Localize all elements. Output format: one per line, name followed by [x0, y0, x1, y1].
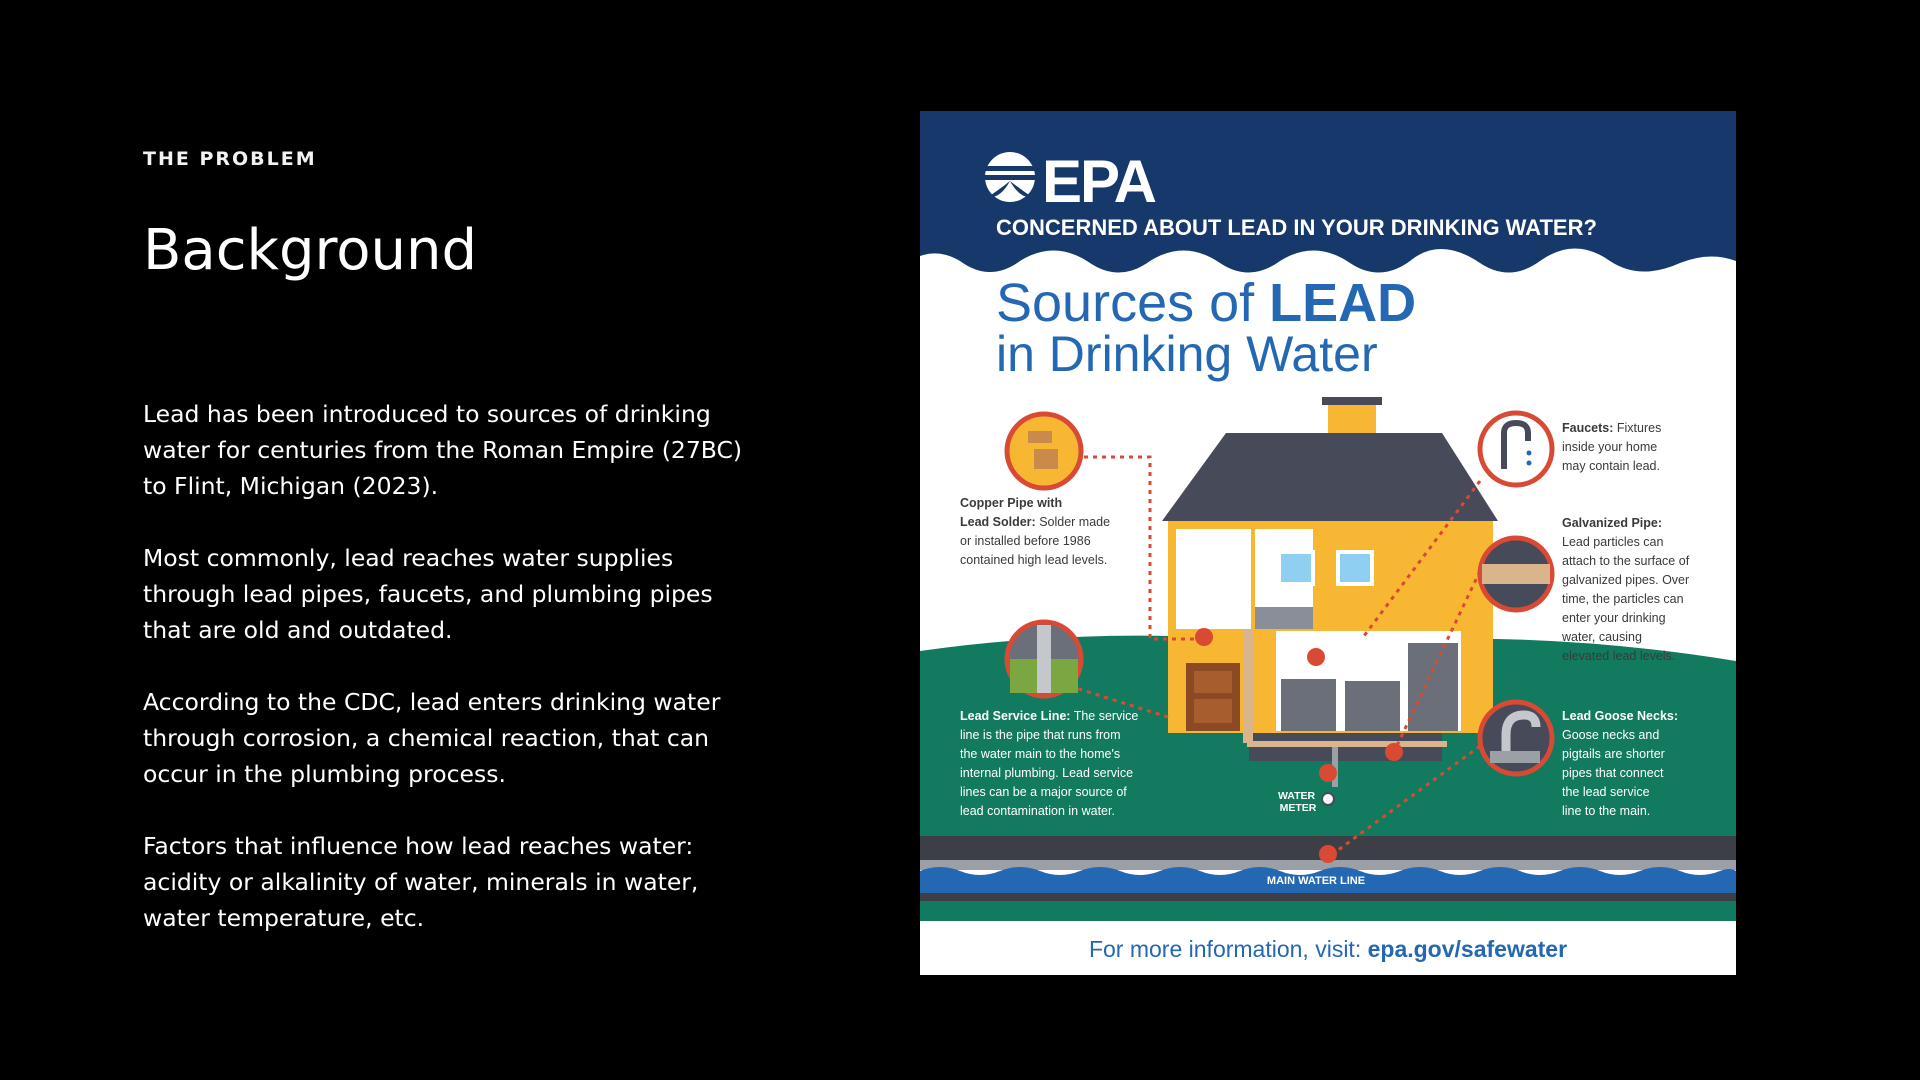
paragraph: Most commonly, lead reaches water supplies through lead pipes, faucets, and plumbing pipes that are old and outdated.	[143, 544, 713, 644]
paragraph: According to the CDC, lead enters drinking water through corrosion, a chemical reaction, that can occur in the plumbing process.	[143, 688, 721, 788]
service-line-icon	[1007, 622, 1081, 696]
main-water-line-label: MAIN WATER LINE	[1266, 875, 1366, 887]
faucets-callout: Faucets: Fixtures inside your home may contain lead.	[1562, 421, 1662, 473]
poster-banner: CONCERNED ABOUT LEAD IN YOUR DRINKING WATER?	[996, 215, 1597, 240]
poster-headline-line2: in Drinking Water	[996, 326, 1378, 382]
service-line-callout: Lead Service Line: The service line is the pipe that runs from the water main to the home's internal plumbing. Lead service lines can be a major source of lead contamination in water.	[960, 709, 1139, 818]
faucet-icon	[1480, 413, 1552, 485]
body-copy	[143, 396, 743, 972]
poster-footer: For more information, visit: epa.gov/safewater	[1088, 936, 1568, 962]
paragraph: Factors that influence how lead reaches water: acidity or alkalinity of water, minerals in water, water temperature, etc.	[143, 832, 699, 932]
house-illustration	[1162, 397, 1498, 787]
galvanized-callout: Galvanized Pipe: Lead particles can attach to the surface of galvanized pipes. Over time, the particles can enter your drinking water, causing elevated lead levels.	[1562, 516, 1690, 663]
epa-logo-text: EPA	[1042, 148, 1155, 215]
copper-pipe-icon	[1007, 414, 1081, 488]
eyebrow: THE PROBLEM	[143, 148, 317, 170]
goose-neck-callout: Lead Goose Necks: Goose necks and pigtails are shorter pipes that connect the lead service line to the main.	[1562, 709, 1679, 818]
copper-callout: Copper Pipe with Lead Solder: Solder made or installed before 1986 contained high lead levels.	[960, 496, 1111, 567]
galvanized-pipe-icon	[1480, 538, 1552, 610]
poster-headline: Sources of LEAD	[996, 273, 1417, 333]
epa-infographic	[920, 111, 1736, 975]
paragraph: Lead has been introduced to sources of drinking water for centuries from the Roman Empire (27BC) to Flint, Michigan (2023).	[143, 400, 743, 500]
water-meter-label: WATER METER	[1277, 790, 1317, 814]
water-meter-icon	[1322, 793, 1334, 805]
slide-title: Background	[143, 218, 478, 283]
goose-neck-icon	[1480, 702, 1552, 774]
